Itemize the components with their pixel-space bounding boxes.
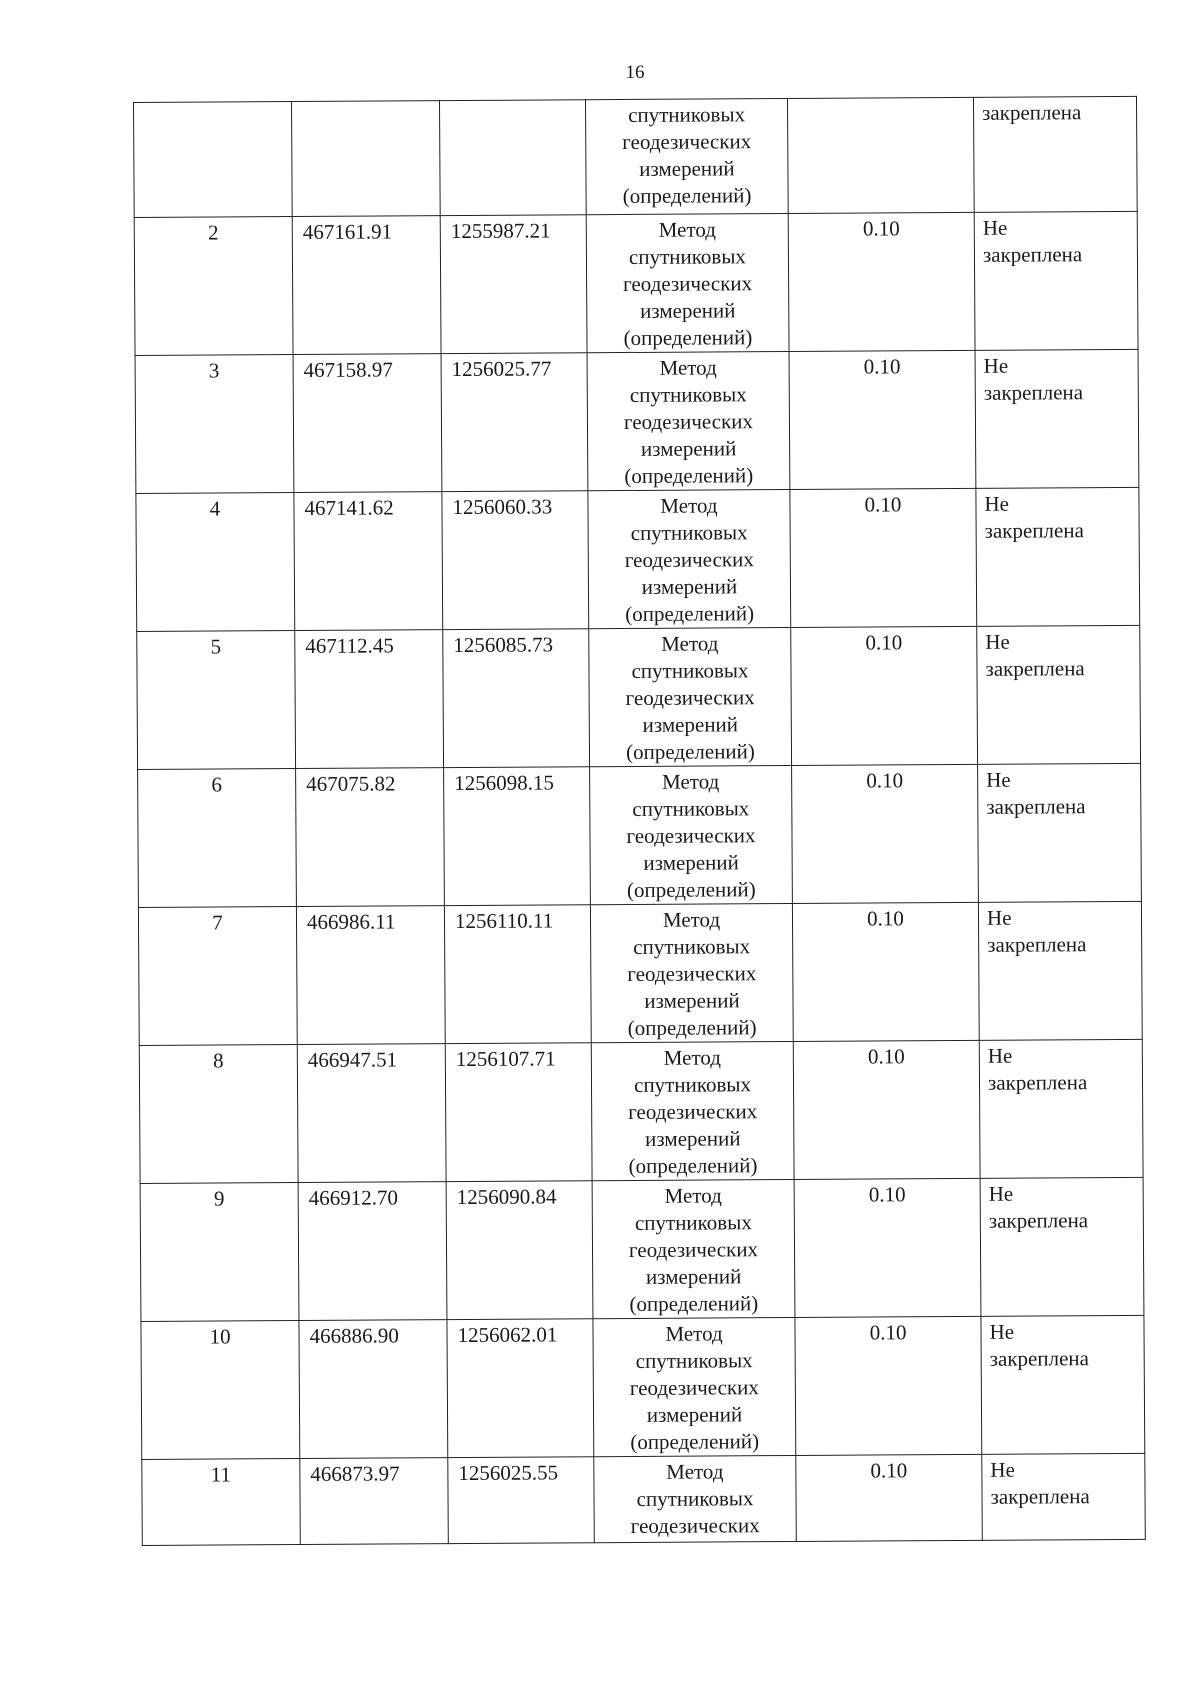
cell-method [585, 99, 788, 215]
fix-line: закреплена [987, 1070, 1088, 1095]
method-line: спутниковых [636, 1486, 754, 1511]
fix-line: Не [987, 1043, 1013, 1068]
fix-line: Не [982, 215, 1008, 240]
cell-fixation [978, 901, 1142, 1040]
cell-method [591, 1041, 794, 1180]
method-line: геодезических [628, 1237, 759, 1262]
fix-line: закреплена [988, 1208, 1089, 1233]
method-line: измерений [639, 156, 735, 181]
cell-method [589, 627, 792, 766]
cell-y: 1256062.01 [447, 1319, 594, 1458]
method-line: геодезических [622, 129, 752, 155]
method-line: измерений [645, 1264, 742, 1289]
cell-x: 467075.82 [296, 768, 445, 907]
coordinates-table-wrapper [133, 96, 1145, 1546]
cell-accuracy: 0.10 [792, 902, 979, 1041]
cell-x: 466873.97 [300, 1458, 449, 1545]
fix-line: Не [989, 1319, 1015, 1344]
method-line: измерений [640, 298, 736, 323]
method-line: геодезических [624, 547, 754, 573]
method-line: измерений [644, 988, 740, 1013]
cell-fixation [976, 487, 1140, 626]
fix-line: Не [985, 629, 1010, 654]
coordinates-table [133, 96, 1146, 1546]
cell-num: 4 [136, 493, 295, 632]
method-line: измерений [641, 574, 738, 599]
method-line: Метод [665, 1321, 723, 1346]
fix-line: закреплена [982, 100, 1082, 125]
method-line: геодезических [629, 1375, 759, 1400]
cell-y: 1256110.11 [444, 905, 591, 1044]
cell-x: 467112.45 [295, 630, 444, 769]
cell-fixation [973, 96, 1137, 212]
fix-line: закреплена [984, 518, 1084, 543]
cell-num: 8 [139, 1045, 298, 1184]
method-line: измерений [642, 712, 739, 737]
cell-num: 10 [141, 1321, 300, 1460]
cell-method [586, 213, 789, 352]
method-line: спутниковых [628, 244, 746, 269]
cell-num: 9 [140, 1183, 299, 1322]
cell-num: 2 [134, 217, 293, 356]
method-line: измерений [640, 436, 737, 461]
cell-x: 467161.91 [292, 216, 441, 355]
cell-method [588, 489, 791, 628]
cell-fixation [978, 763, 1142, 902]
table-row [136, 487, 1140, 631]
cell-x: 467158.97 [293, 354, 442, 493]
method-line: спутниковых [634, 1072, 752, 1097]
fix-line: Не [988, 1181, 1014, 1206]
fix-line: закреплена [986, 794, 1086, 819]
page-number: 16 [625, 62, 645, 83]
method-line: Метод [664, 1183, 722, 1208]
table-row [140, 1177, 1144, 1321]
method-line: Метод [658, 217, 716, 242]
cell-x: 467141.62 [294, 492, 443, 631]
cell-fixation [974, 211, 1138, 350]
method-line: (определений) [628, 1153, 758, 1178]
method-line: Метод [666, 1459, 724, 1484]
cell-num: 11 [142, 1459, 301, 1546]
cell-num: 7 [138, 907, 297, 1046]
method-line: измерений [646, 1402, 743, 1427]
table-row [134, 211, 1138, 355]
fix-line: закреплена [987, 932, 1087, 957]
cell-num: 5 [137, 631, 296, 770]
cell-accuracy: 0.10 [791, 626, 978, 765]
cell-method [590, 903, 793, 1042]
fix-line: закреплена [982, 242, 1083, 267]
table-row [138, 763, 1142, 907]
method-line: спутниковых [628, 102, 746, 127]
method-line: (определений) [622, 183, 752, 209]
continuation-row [134, 96, 1138, 217]
method-line: спутниковых [629, 382, 747, 407]
method-line: Метод [661, 631, 719, 656]
cell-method [594, 1455, 797, 1542]
cell-y: 1256085.73 [443, 629, 590, 768]
method-line: спутниковых [633, 934, 751, 959]
method-line: (определений) [629, 1291, 759, 1316]
cell-accuracy: 0.10 [794, 1178, 981, 1317]
method-line: (определений) [623, 325, 753, 351]
cell-method [593, 1317, 796, 1456]
method-line: Метод [663, 1045, 722, 1070]
cell-accuracy: 0.10 [790, 488, 977, 627]
method-line: геодезических [625, 685, 755, 711]
cell-x [292, 101, 441, 217]
cell-x: 466986.11 [296, 906, 445, 1045]
fix-line: закреплена [989, 1346, 1090, 1371]
fix-line: Не [983, 353, 1009, 378]
cell-y: 1256025.77 [441, 353, 588, 492]
table-row [139, 1039, 1143, 1183]
method-line: геодезических [623, 271, 753, 297]
cell-x: 466947.51 [297, 1044, 446, 1183]
fix-line: Не [986, 767, 1011, 792]
cell-accuracy: 0.10 [793, 1040, 980, 1179]
fix-line: закреплена [985, 656, 1085, 681]
method-line: геодезических [627, 961, 757, 986]
cell-x: 466886.90 [299, 1320, 448, 1459]
cell-method [587, 351, 790, 490]
cell-y: 1256107.71 [445, 1043, 592, 1182]
fix-line: закреплена [983, 380, 1084, 405]
cell-fixation [981, 1315, 1145, 1454]
method-line: геодезических [623, 409, 754, 435]
method-line: (определений) [624, 463, 754, 489]
method-line: спутниковых [632, 796, 750, 821]
method-line: (определений) [630, 1429, 760, 1454]
method-line: Метод [660, 493, 718, 518]
method-line: измерений [645, 1126, 741, 1151]
cell-y: 1256060.33 [442, 491, 589, 630]
fix-line: Не [990, 1457, 1015, 1482]
cell-accuracy: 0.10 [788, 212, 975, 351]
table-body [134, 96, 1146, 1545]
cell-y: 1256098.15 [444, 767, 591, 906]
method-line: (определений) [627, 1015, 757, 1040]
method-line: спутниковых [634, 1210, 752, 1235]
method-line: спутниковых [631, 658, 749, 683]
method-line: спутниковых [635, 1348, 753, 1373]
cell-y: 1255987.21 [440, 215, 587, 354]
cell-num: 3 [135, 355, 294, 494]
cell-accuracy [787, 97, 974, 213]
method-line: спутниковых [630, 520, 748, 545]
fix-line: Не [984, 491, 1010, 516]
table-row [137, 625, 1141, 769]
cell-y: 1256090.84 [446, 1181, 593, 1320]
cell-fixation [982, 1453, 1146, 1540]
fix-line: закреплена [990, 1484, 1090, 1509]
cell-fixation [977, 625, 1141, 764]
cell-accuracy: 0.10 [792, 764, 979, 903]
cell-accuracy: 0.10 [795, 1316, 982, 1455]
cell-method [592, 1179, 795, 1318]
method-line: геодезических [628, 1099, 758, 1124]
cell-num [134, 102, 293, 218]
fix-line: Не [986, 905, 1012, 930]
cell-fixation [975, 349, 1139, 488]
cell-accuracy: 0.10 [796, 1454, 983, 1541]
cell-num: 6 [138, 769, 297, 908]
cell-x: 466912.70 [298, 1182, 447, 1321]
method-line: (определений) [626, 739, 755, 764]
method-line: геодезических [630, 1513, 760, 1538]
method-line: (определений) [625, 601, 755, 627]
cell-accuracy: 0.10 [789, 350, 976, 489]
table-row [141, 1315, 1145, 1459]
table-row [142, 1453, 1146, 1545]
method-line: Метод [662, 907, 721, 932]
method-line: измерений [643, 850, 739, 875]
cell-y [439, 100, 586, 216]
cell-y: 1256025.55 [448, 1457, 595, 1544]
cell-method [590, 765, 793, 904]
method-line: Метод [659, 355, 717, 380]
cell-fixation [980, 1177, 1144, 1316]
method-line: Метод [661, 769, 720, 794]
method-line: (определений) [626, 877, 756, 902]
table-row [138, 901, 1142, 1045]
table-row [135, 349, 1139, 493]
cell-fixation [979, 1039, 1143, 1178]
method-line: геодезических [626, 823, 756, 848]
